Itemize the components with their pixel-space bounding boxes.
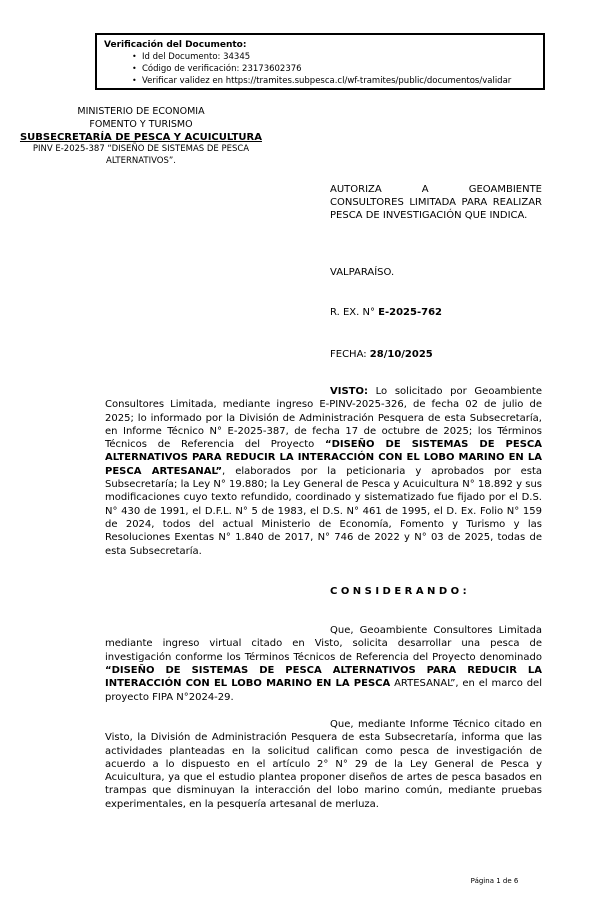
letterhead (16, 106, 266, 167)
visto-paragraph (105, 385, 542, 558)
verification-item-text: Id del Documento: 34345 (142, 52, 251, 62)
verification-list (104, 51, 539, 87)
project-reference: PINV E-2025-387 “DISEÑO DE SISTEMAS DE PESCA ALTERNATIVOS”. (32, 144, 250, 166)
considerando-1-text-1: Que, Geoambiente Consultores Limitada mediante ingreso virtual citado en Visto, solicita desarrollar una pesca de investigación conforme los Términos Técnicos de Referencia del Proyecto denominado (105, 625, 542, 663)
visto-label: VISTO: (330, 386, 368, 397)
date-value: 28/10/2025 (369, 349, 433, 360)
considerando-1-project-title: “DISEÑO DE SISTEMAS DE PESCA ALTERNATIVOS PARA REDUCIR LA INTERACCIÓN CON EL LOBO MARINO EN LA PESCA (105, 665, 542, 690)
verification-url-text: Verificar validez en https://tramites.subpesca.cl/wf-tramites/public/documentos/validar (142, 76, 512, 86)
bullet-icon: • (132, 52, 137, 61)
document-body (105, 385, 542, 811)
ministry-subline: FOMENTO Y TURISMO (89, 118, 193, 130)
visto-text-2: , elaborados por la peticionaria y aprobados por esta Subsecretaría; la Ley N° 19.880; la Ley General de Pesca y Acuicultura N° 18.892 y sus modificaciones cuyo texto refundido, coordinado y sistematizado fue fijado por el D.S. N° 430 de 1991, el D.F.L. N° 5 de 1983, el D.S. N° 461 de 1995, el D. Ex. Folio N° 159 de 2024, todos del actual Ministerio de Economía, Fomento y Turismo y las Resoluciones Exentas N° 1.840 de 2017, N° 746 de 2022 y N° 03 de 2025, todas de esta Subsecretaría. (105, 465, 542, 557)
city-line: VALPARAÍSO. (330, 267, 395, 278)
considerando-heading: C O N S I D E R A N D O : (330, 585, 467, 597)
resolution-label: R. EX. N° (330, 307, 379, 318)
ministry-line: MINISTERIO DE ECONOMIA (77, 106, 205, 117)
resolution-number: E-2025-762 (378, 307, 442, 318)
verification-item-code (104, 63, 539, 75)
verification-item-url (104, 75, 539, 87)
visto-text-1: Lo solicitado por Geoambiente Consultores Limitada, mediante ingreso E-PINV-2025-326, de fecha 02 de julio de 2025; lo informado por la División de Administración Pesquera de esta Subsecretaría, en Informe Técnico N° E-2025-387, de fecha 17 de octubre de 2025; los Términos Técnicos de Referencia del Proyecto (105, 386, 542, 451)
date-line (330, 348, 433, 361)
bullet-icon: • (132, 64, 137, 73)
verification-item-text: Código de verificación: 23173602376 (142, 64, 302, 74)
considerando-paragraph-2: Que, mediante Informe Técnico citado en Visto, la División de Administración Pesquera de esta Subsecretaría, informa que las actividades planteadas en la solicitud califican como pesca de investigación de acuerdo a lo dispuesto en el artículo 2° N° 29 de la Ley General de Pesca y Acuicultura, ya que el estudio plantea proponer diseños de artes de pesca basados en trampas que disminuyan la interacción del lobo marino común, mediante pruebas experimentales, en la pesquería artesanal de merluza. (105, 718, 542, 810)
visto-project-title: “DISEÑO DE SISTEMAS DE PESCA ALTERNATIVOS PARA REDUCIR LA INTERACCIÓN CON EL LOBO MARINO EN LA PESCA ARTESANAL” (105, 439, 542, 477)
subject-paragraph: AUTORIZA A GEOAMBIENTE CONSULTORES LIMITADA PARA REALIZAR PESCA DE INVESTIGACIÓN QUE INDICA. (330, 184, 542, 222)
verification-title: Verificación del Documento: (104, 40, 247, 50)
subsecretaria-title: SUBSECRETARÍA DE PESCA Y ACUICULTURA (19, 132, 262, 143)
resolution-number-line (330, 306, 442, 319)
date-label: FECHA: (330, 349, 370, 360)
considerando-paragraph-1 (105, 624, 542, 704)
bullet-icon: • (132, 76, 137, 85)
verification-box (95, 33, 545, 90)
page-indicator: Página 1 de 6 (470, 877, 519, 885)
considerando-1-text-2: ARTESANAL”, en el marco del proyecto FIPA N°2024-29. (105, 678, 542, 703)
verification-item-document-id (104, 51, 539, 63)
